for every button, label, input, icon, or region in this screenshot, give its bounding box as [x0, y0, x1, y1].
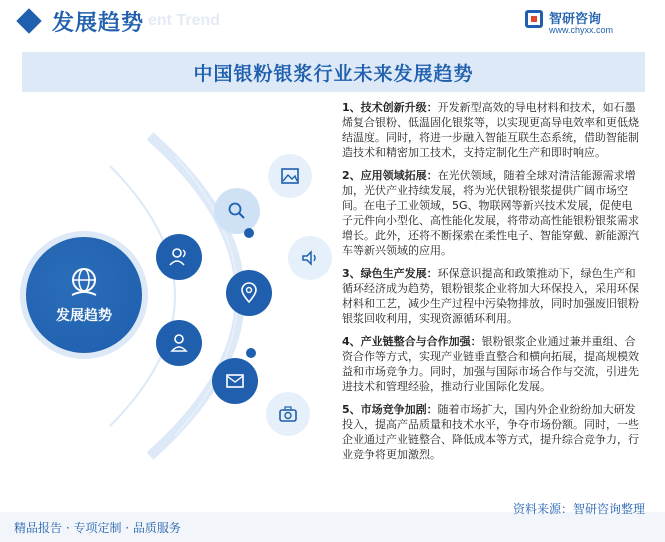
source-note: 资料来源：智研咨询整理: [512, 502, 645, 516]
image-node: [268, 154, 312, 198]
list-item: [342, 168, 642, 258]
mail-node: [212, 358, 258, 404]
page-title: 中国银粉银浆行业未来发展趋势: [193, 62, 474, 85]
list-item: [342, 334, 642, 394]
user-group-node: [156, 234, 202, 280]
center-circle: [20, 231, 148, 359]
speaker-node: [288, 236, 332, 280]
item-body: 随着市场扩大，国内外企业纷纷加大研发投入，提高产品质量和技术水平，争夺市场份额。同时，一些企业通过产业链整合、降低成本等方式，提升综合竞争力，行业竞争将更加激烈。: [342, 403, 639, 461]
diamond-icon: [16, 8, 41, 33]
logo-url: www.chyxx.com: [549, 25, 614, 35]
globe-hand-icon: [66, 265, 102, 301]
list-item: [342, 266, 642, 326]
location-pin-icon: [239, 282, 259, 304]
camera-icon: [278, 405, 298, 423]
logo-mark-icon: [525, 10, 543, 28]
list-item: [342, 402, 642, 462]
item-body: 在光伏领域，随着全球对清洁能源需求增加，光伏产业持续发展，将为光伏银粉银浆提供广阔市场空间。在电子工业领域，5G、物联网等新兴技术发展，促使电子元件向小型化、高性能化发展，将带动高性能银粉银浆需求增长。此外，还将不断探索在柔性电子、智能穿戴、新能源汽车等新兴领域的应用。: [342, 169, 639, 257]
image-icon: [280, 166, 300, 186]
mail-icon: [225, 372, 245, 390]
user-group-icon: [168, 246, 190, 268]
user-icon: [168, 332, 190, 354]
logo: [525, 8, 645, 40]
search-icon: [227, 201, 247, 221]
header-title: 发展趋势: [52, 11, 145, 36]
item-head: 1、技术创新升级：: [342, 101, 438, 114]
connector-dot: [244, 228, 254, 238]
list-item: [342, 100, 642, 160]
header: [0, 0, 665, 44]
item-body: 银粉银浆企业通过兼并重组、合资合作等方式，实现产业链垂直整合和横向拓展，提高规模效益和市场竞争力。同时，加强与国际市场合作与交流，引进先进技术和管理经验，推动行业国际化发展。: [342, 335, 639, 393]
item-head: 4、产业链整合与合作加强：: [342, 335, 482, 348]
connector-dot: [262, 288, 272, 298]
logo-name: 智研咨询: [549, 12, 602, 27]
search-node: [214, 188, 260, 234]
page-title-banner: [22, 52, 645, 92]
camera-node: [266, 392, 310, 436]
header-subtitle-en: ent Trend: [148, 12, 221, 29]
trend-list: [342, 100, 642, 500]
user-node: [156, 320, 202, 366]
footer-tagline: 精品报告 · 专项定制 · 品质服务: [14, 521, 181, 535]
item-head: 5、市场竞争加剧：: [342, 403, 438, 416]
footer: [0, 502, 665, 542]
item-head: 2、应用领域拓展：: [342, 169, 438, 182]
center-label: 发展趋势: [56, 308, 112, 324]
item-head: 3、绿色生产发展：: [342, 267, 438, 280]
connector-dot: [246, 348, 256, 358]
speaker-icon: [300, 248, 320, 268]
trend-diagram: [0, 96, 340, 496]
item-body: 环保意识提高和政策推动下，绿色生产和循环经济成为趋势，银粉银浆企业将加大环保投入，采用环保材料和工艺，减少生产过程中污染物排放，同时加强废旧银粉银浆回收利用，实现资源循环利用。: [342, 267, 639, 325]
item-body: 开发新型高效的导电材料和技术，如石墨烯复合银粉、低温固化银浆等，以实现更高导电效率和更低烧结温度。同时，将进一步融入智能互联生态系统，借助智能制造技术和精密加工技术，支持定制化生产和即时响应。: [342, 101, 639, 159]
